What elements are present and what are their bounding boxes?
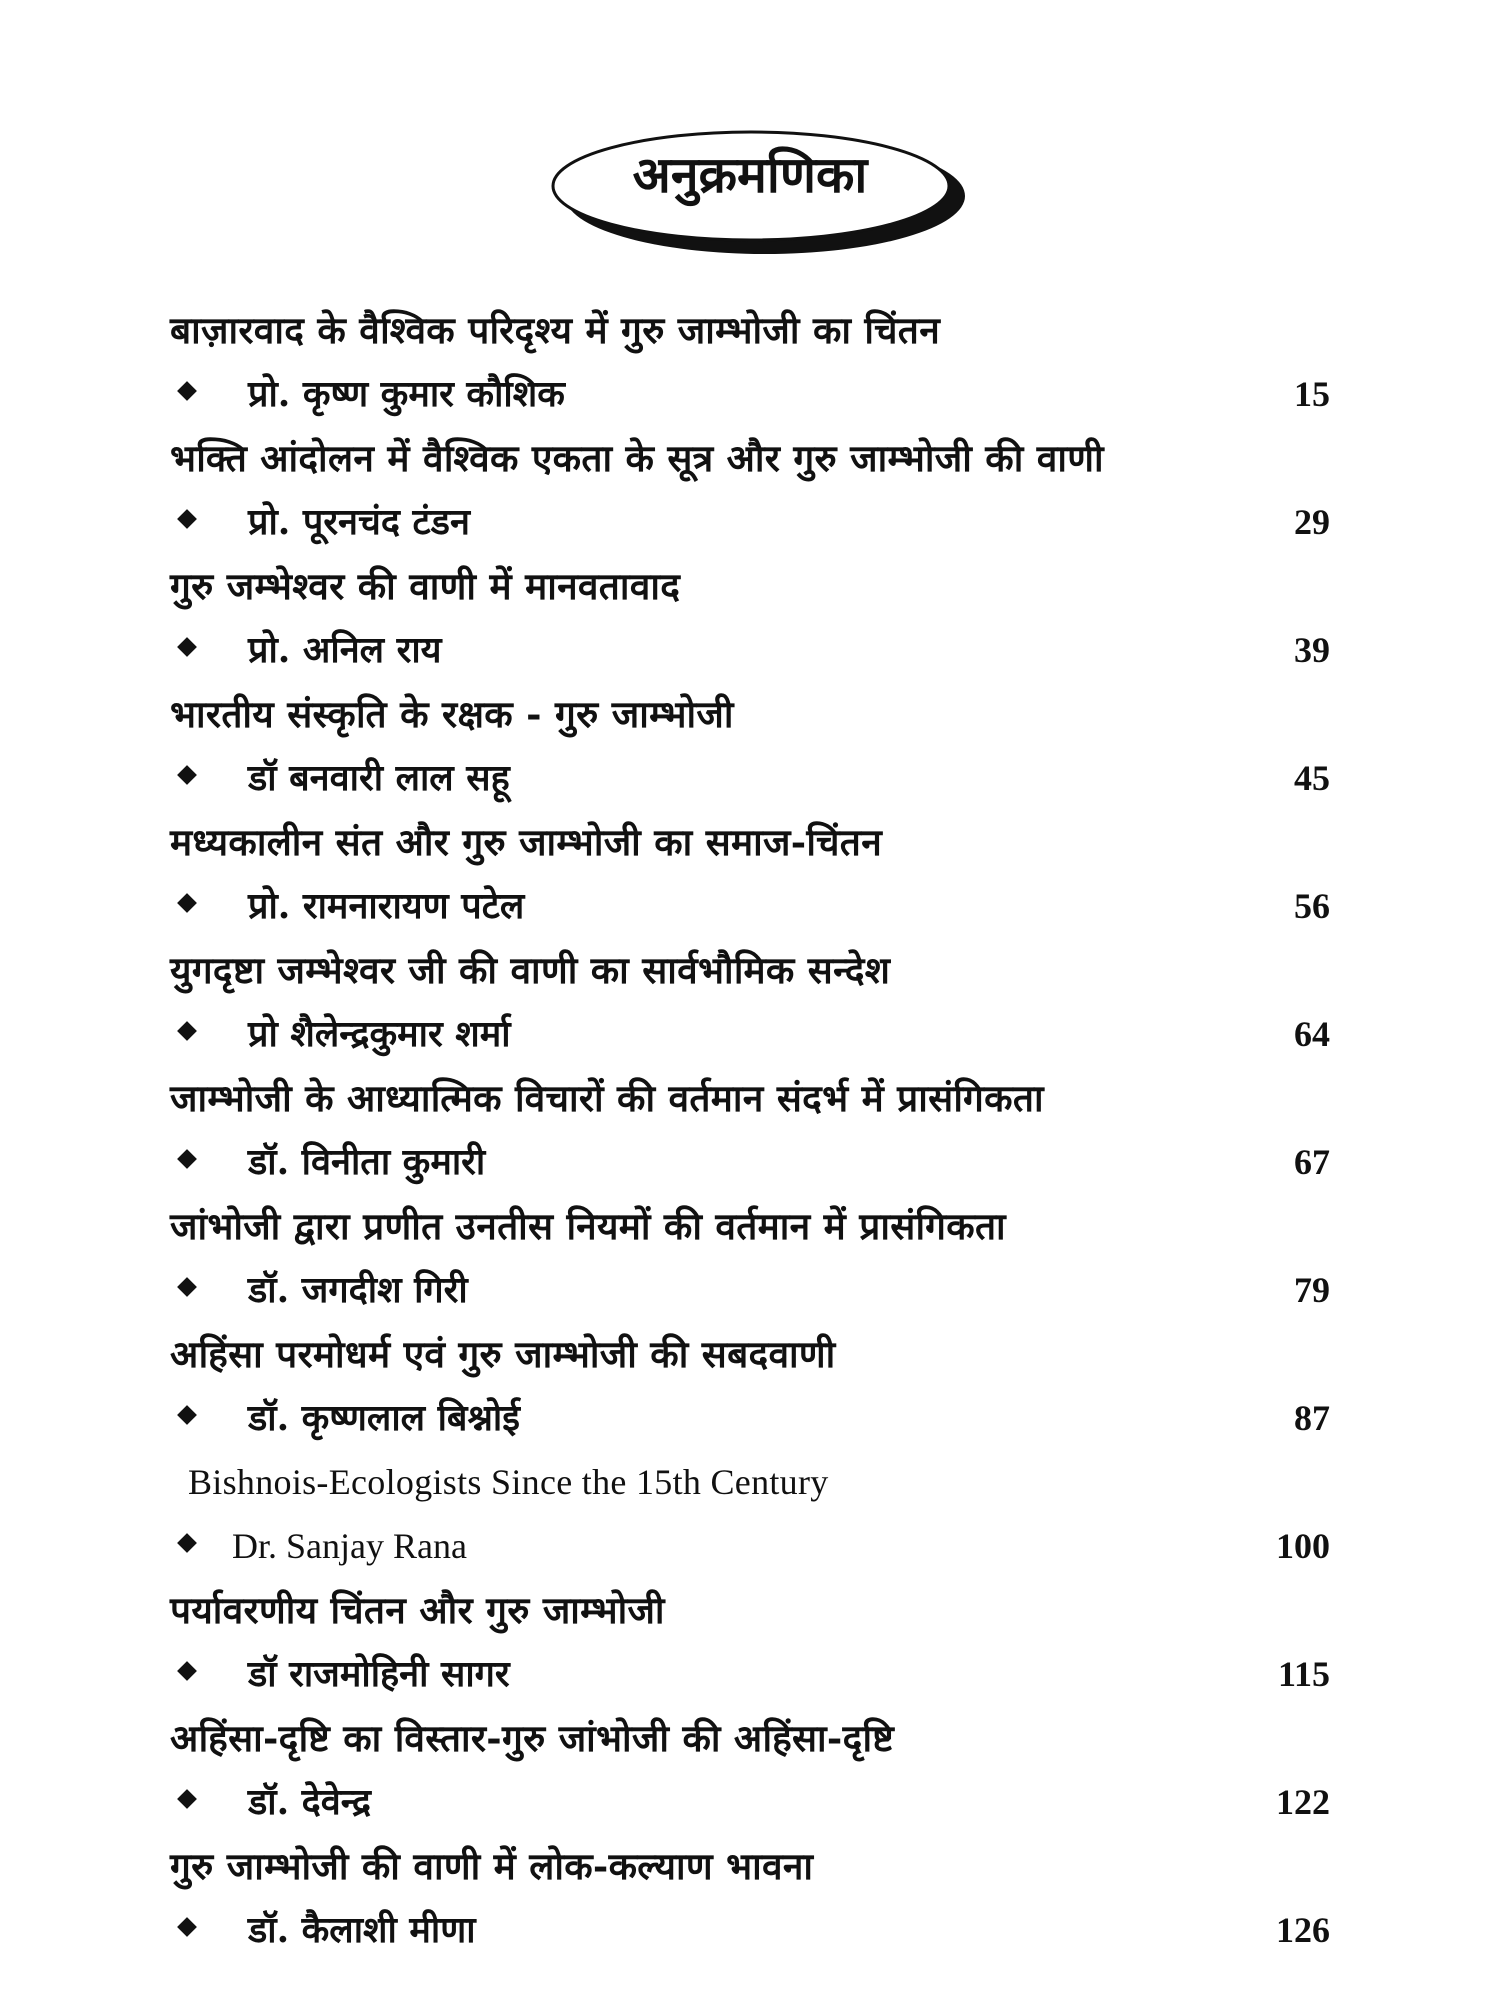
- diamond-bullet-icon: [177, 637, 197, 657]
- contents-entry: [170, 1834, 1330, 1962]
- diamond-bullet-icon: [177, 765, 197, 785]
- page-number: 29: [1294, 502, 1330, 542]
- diamond-bullet-icon: [177, 381, 197, 401]
- page-number: 115: [1277, 1654, 1330, 1694]
- entry-title: जाम्भोजी के आध्यात्मिक विचारों की वर्तमान संदर्भ में प्रासंगिकता: [170, 1076, 1044, 1120]
- entry-title: गुरु जाम्भोजी की वाणी में लोक-कल्याण भावना: [170, 1844, 814, 1888]
- entry-title: बाज़ारवाद के वैश्विक परिदृश्य में गुरु जाम्भोजी का चिंतन: [170, 308, 941, 352]
- entry-title: भारतीय संस्कृति के रक्षक - गुरु जाम्भोजी: [170, 692, 734, 736]
- diamond-bullet-icon: [177, 1277, 197, 1297]
- contents-entry: [170, 1450, 1330, 1578]
- author-name: डॉ राजमोहिनी सागर: [248, 1653, 510, 1695]
- diamond-bullet-icon: [177, 1405, 197, 1425]
- entry-title: जांभोजी द्वारा प्रणीत उनतीस नियमों की वर्तमान में प्रासंगिकता: [170, 1204, 1006, 1248]
- page-number: 45: [1294, 758, 1330, 798]
- page-number: 64: [1294, 1014, 1330, 1054]
- page-number: 87: [1294, 1398, 1330, 1438]
- contents-entry: [170, 1578, 1330, 1706]
- contents-entry: [170, 1706, 1330, 1834]
- diamond-bullet-icon: [177, 1021, 197, 1041]
- diamond-bullet-icon: [177, 1149, 197, 1169]
- entry-author-row: [170, 1258, 1330, 1322]
- entry-author-row: [170, 1770, 1330, 1834]
- entry-title: पर्यावरणीय चिंतन और गुरु जाम्भोजी: [170, 1588, 665, 1632]
- diamond-bullet-icon: [177, 509, 197, 529]
- entry-author-row: [170, 1898, 1330, 1962]
- author-name: डॉ. कृष्णलाल बिश्नोई: [248, 1397, 520, 1439]
- author-name: प्रो. अनिल राय: [248, 629, 442, 671]
- contents-entry: [170, 938, 1330, 1066]
- contents-entry: [170, 810, 1330, 938]
- entry-author-row: [170, 1130, 1330, 1194]
- entry-author-row: [170, 1002, 1330, 1066]
- entry-author-row: [170, 874, 1330, 938]
- contents-entry: [170, 1194, 1330, 1322]
- author-name: प्रो शैलेन्द्रकुमार शर्मा: [248, 1013, 511, 1055]
- diamond-bullet-icon: [177, 1789, 197, 1809]
- entry-title: अहिंसा-दृष्टि का विस्तार-गुरु जांभोजी की अहिंसा-दृष्टि: [170, 1716, 895, 1760]
- entry-title: युगदृष्टा जम्भेश्वर जी की वाणी का सार्वभौमिक सन्देश: [170, 948, 891, 992]
- page-number: 39: [1294, 630, 1330, 670]
- diamond-bullet-icon: [177, 1533, 197, 1553]
- entry-title: मध्यकालीन संत और गुरु जाम्भोजी का समाज-चिंतन: [170, 820, 883, 864]
- contents-entry: [170, 1066, 1330, 1194]
- entry-title: भक्ति आंदोलन में वैश्विक एकता के सूत्र और गुरु जाम्भोजी की वाणी: [170, 436, 1104, 480]
- entry-author-row: [170, 1642, 1330, 1706]
- author-name: डॉ. जगदीश गिरी: [248, 1269, 468, 1311]
- diamond-bullet-icon: [177, 1661, 197, 1681]
- contents-entry: [170, 1322, 1330, 1450]
- page-number: 126: [1276, 1910, 1330, 1950]
- diamond-bullet-icon: [177, 893, 197, 913]
- contents-entry: [170, 426, 1330, 554]
- author-name: प्रो. पूरनचंद टंडन: [248, 501, 470, 543]
- entry-author-row: [170, 746, 1330, 810]
- entry-author-row: [170, 1514, 1330, 1578]
- entry-author-row: [170, 490, 1330, 554]
- author-name: प्रो. रामनारायण पटेल: [248, 885, 525, 927]
- page-number: 79: [1294, 1270, 1330, 1310]
- author-name: प्रो. कृष्ण कुमार कौशिक: [248, 373, 565, 415]
- page-number: 56: [1294, 886, 1330, 926]
- diamond-bullet-icon: [177, 1917, 197, 1937]
- contents-entry: [170, 554, 1330, 682]
- page-number: 100: [1276, 1526, 1330, 1566]
- author-name: डॉ. विनीता कुमारी: [248, 1141, 486, 1183]
- author-name: डॉ बनवारी लाल सहू: [248, 757, 510, 799]
- page-number: 67: [1294, 1142, 1330, 1182]
- entry-title: गुरु जम्भेश्वर की वाणी में मानवतावाद: [170, 564, 681, 608]
- page-number: 122: [1276, 1782, 1330, 1822]
- entry-author-row: [170, 618, 1330, 682]
- author-name: डॉ. कैलाशी मीणा: [248, 1909, 476, 1951]
- entry-title: Bishnois-Ecologists Since the 15th Century: [188, 1462, 829, 1502]
- heading-oval: [545, 120, 975, 280]
- entry-author-row: [170, 362, 1330, 426]
- contents-entry: [170, 298, 1330, 426]
- page-heading: अनुक्रमणिका: [632, 145, 868, 204]
- author-name: डॉ. देवेन्द्र: [248, 1781, 372, 1823]
- page-number: 15: [1294, 374, 1330, 414]
- contents-list: [170, 298, 1330, 1962]
- author-name: Dr. Sanjay Rana: [232, 1526, 467, 1566]
- contents-entry: [170, 682, 1330, 810]
- entry-title: अहिंसा परमोधर्म एवं गुरु जाम्भोजी की सबदवाणी: [170, 1332, 836, 1376]
- entry-author-row: [170, 1386, 1330, 1450]
